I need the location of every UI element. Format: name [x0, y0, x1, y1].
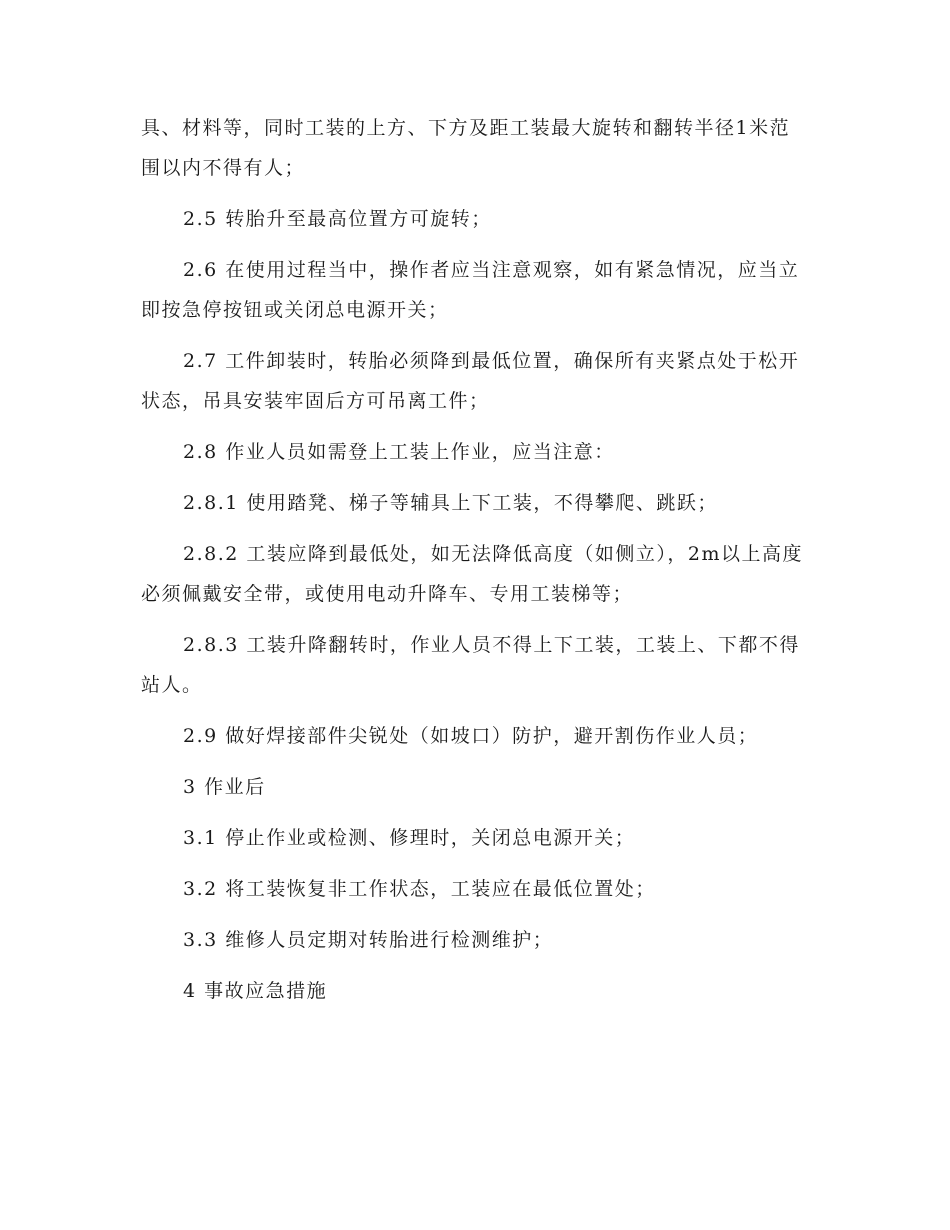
section-heading-3: 3 作业后 [183, 776, 266, 798]
paragraph-2-5: 2.5 转胎升至最高位置方可旋转； [183, 208, 492, 230]
paragraph-2-9: 2.9 做好焊接部件尖锐处（如坡口）防护，避开割伤作业人员； [183, 725, 759, 747]
paragraph-3-3: 3.3 维修人员定期对转胎进行检测维护； [183, 929, 554, 951]
paragraph-3-2: 3.2 将工装恢复非工作状态，工装应在最低位置处； [183, 878, 656, 900]
paragraph-2-8-3: 2.8.3 工装升降翻转时，作业人员不得上下工装，工装上、下都不得站人。 [141, 634, 800, 696]
paragraph-continuation: 具、材料等，同时工装的上方、下方及距工装最大旋转和翻转半径1米范围以内不得有人； [141, 117, 791, 179]
paragraph-2-7: 2.7 工件卸装时，转胎必须降到最低位置，确保所有夹紧点处于松开状态，吊具安装牢固后方可吊离工件； [141, 350, 800, 412]
document-body [141, 108, 806, 1011]
paragraph-2-6: 2.6 在使用过程当中，操作者应当注意观察，如有紧急情况，应当立即按急停按钮或关闭总电源开关； [141, 259, 800, 321]
paragraph-3-1: 3.1 停止作业或检测、修理时，关闭总电源开关； [183, 827, 636, 849]
section-heading-4: 4 事故应急措施 [183, 980, 328, 1002]
paragraph-2-8-1: 2.8.1 使用踏凳、梯子等辅具上下工装，不得攀爬、跳跃； [183, 492, 718, 514]
paragraph-2-8: 2.8 作业人员如需登上工装上作业，应当注意： [183, 441, 615, 463]
paragraph-2-8-2: 2.8.2 工装应降到最低处，如无法降低高度（如侧立），2m以上高度必须佩戴安全带，或使用电动升降车、专用工装梯等； [141, 543, 803, 605]
